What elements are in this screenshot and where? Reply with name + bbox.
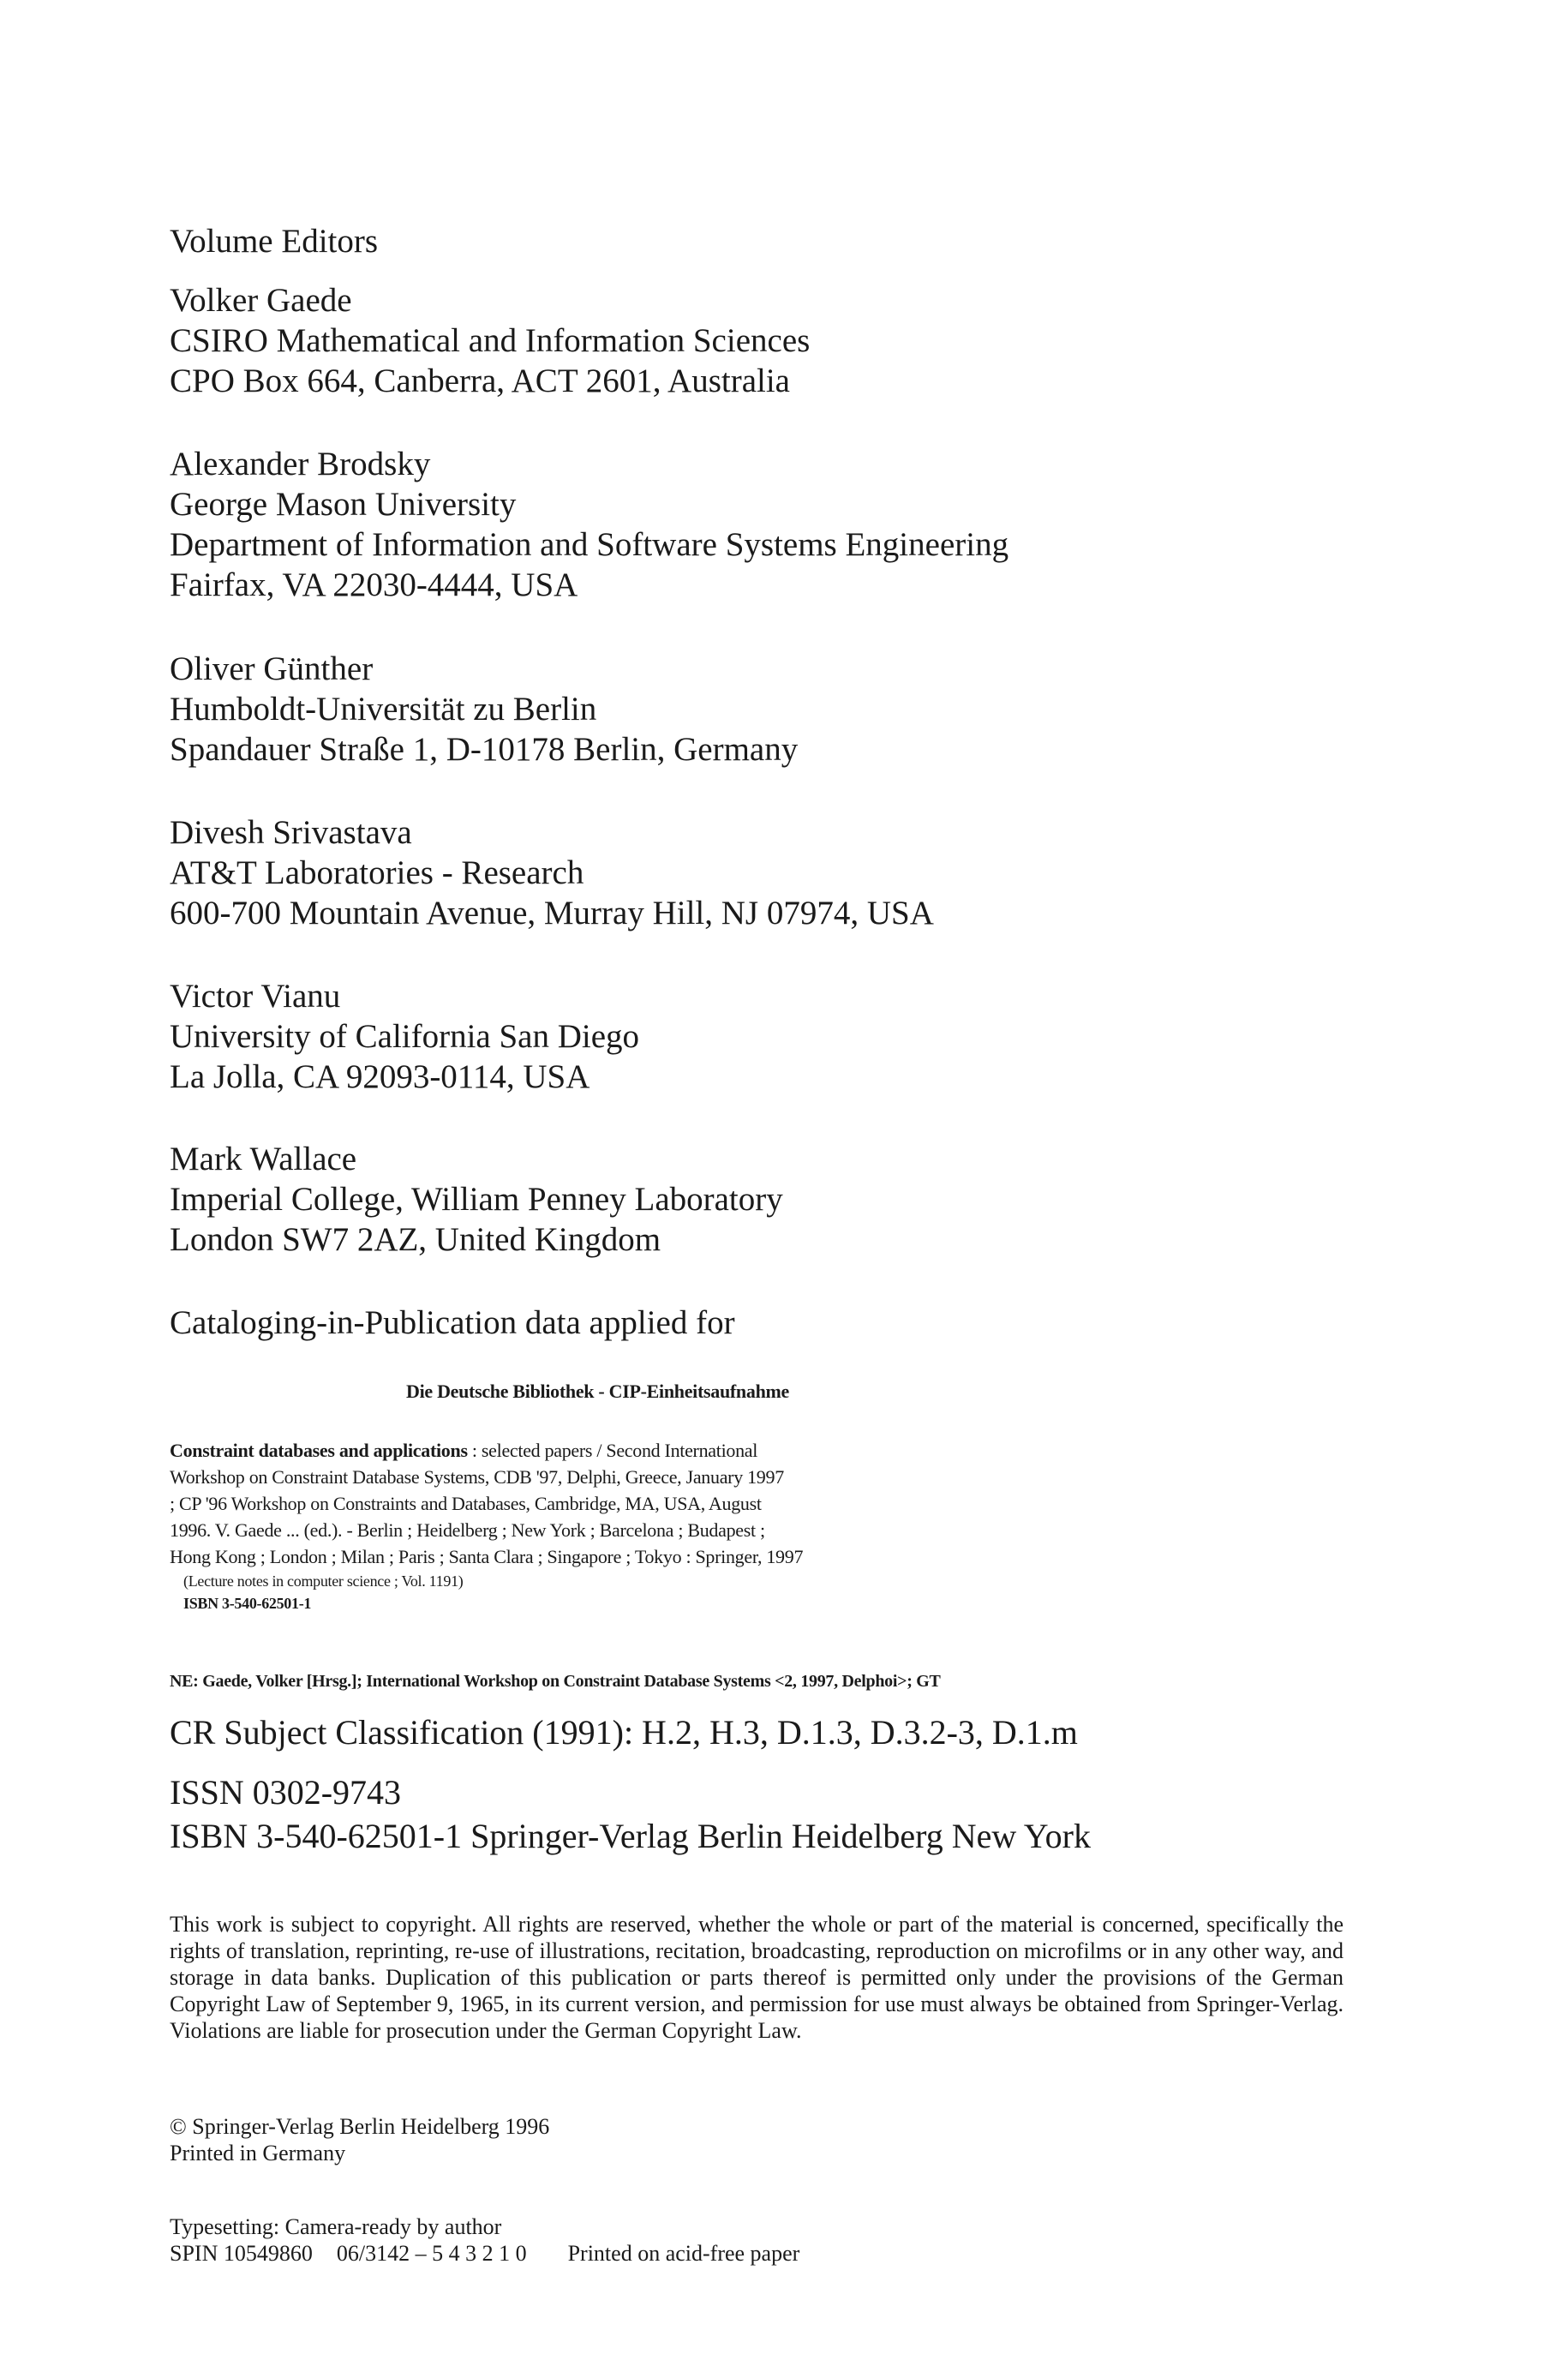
editor-address: CPO Box 664, Canberra, ACT 2601, Australia — [170, 362, 790, 399]
cip-record-line: Hong Kong ; London ; Milan ; Paris ; Santa Clara ; Singapore ; Tokyo : Springer, 1997 — [170, 1546, 804, 1567]
editor-address: 600-700 Mountain Avenue, Murray Hill, NJ 07974, USA — [170, 895, 934, 931]
editor-name: Victor Vianu — [170, 978, 341, 1015]
spin-line — [170, 2240, 799, 2267]
editor-name: Volker Gaede — [170, 282, 352, 319]
copyright-holder: © Springer-Verlag Berlin Heidelberg 1996 — [170, 2114, 550, 2139]
editor-block — [170, 444, 1008, 605]
editor-block — [170, 812, 934, 933]
editor-name: Alexander Brodsky — [170, 446, 431, 482]
isbn: ISBN 3-540-62501-1 Springer-Verlag Berlin Heidelberg New York — [170, 1817, 1091, 1855]
copyright-notice: This work is subject to copyright. All rights are reserved, whether the whole or part of the material is concerned, specifically the rights of translation, reprinting, re-use of illustrations, recitation, broadcasting, reproduction on microfilms or in any other way, and storage in data banks. Duplication of this publication or parts thereof is permitted only under the provisions of the German Copyright Law of September 9, 1965, in its current version, and permission for use must always be obtained from Springer-Verlag. Violations are liable for prosecution under the German Copyright Law. — [170, 1912, 1344, 2043]
cip-ne-line: NE: Gaede, Volker [Hrsg.]; International Workshop on Constraint Database Systems <2, 1997, Delphoi>; GT — [170, 1672, 941, 1691]
spin-number: SPIN 10549860 — [170, 2241, 313, 2266]
editor-block — [170, 1139, 783, 1260]
editor-address: London SW7 2AZ, United Kingdom — [170, 1221, 661, 1258]
editor-block — [170, 280, 810, 401]
cip-record-line: Workshop on Constraint Database Systems, CDB '97, Delphi, Greece, January 1997 — [170, 1466, 784, 1488]
editor-block — [170, 649, 798, 770]
cip-record-subtitle: : selected papers / Second International — [471, 1440, 758, 1461]
editor-affiliation: Imperial College, William Penney Laboratory — [170, 1181, 783, 1218]
editor-name: Divesh Srivastava — [170, 814, 412, 851]
editor-affiliation: George Mason University — [170, 486, 517, 523]
cip-title: Die Deutsche Bibliothek - CIP-Einheitsaufnahme — [406, 1381, 789, 1402]
editor-department: Department of Information and Software Systems Engineering — [170, 526, 1009, 563]
editor-affiliation: CSIRO Mathematical and Information Sciences — [170, 322, 811, 359]
editor-name: Mark Wallace — [170, 1141, 357, 1177]
editor-block — [170, 976, 639, 1097]
cip-isbn: ISBN 3-540-62501-1 — [183, 1595, 312, 1612]
volume-editors-heading: Volume Editors — [170, 223, 379, 260]
editor-address: Spandauer Straße 1, D-10178 Berlin, Germany — [170, 731, 799, 768]
acid-free-note: Printed on acid-free paper — [567, 2241, 800, 2266]
editor-affiliation: University of California San Diego — [170, 1018, 640, 1055]
cip-record-line — [170, 1437, 803, 1464]
print-code: 06/3142 – 5 4 3 2 1 0 — [336, 2241, 527, 2266]
cip-record — [170, 1437, 803, 1614]
cip-series: (Lecture notes in computer science ; Vol. 1191) — [183, 1572, 464, 1590]
issn: ISSN 0302-9743 — [170, 1773, 402, 1812]
editor-affiliation: AT&T Laboratories - Research — [170, 854, 584, 891]
cip-record-line: 1996. V. Gaede ... (ed.). - Berlin ; Heidelberg ; New York ; Barcelona ; Budapest ; — [170, 1519, 765, 1541]
editor-affiliation: Humboldt-Universität zu Berlin — [170, 691, 597, 728]
cip-record-title: Constraint databases and applications — [170, 1440, 468, 1461]
editor-address: La Jolla, CA 92093-0114, USA — [170, 1058, 590, 1095]
typesetting-block — [170, 2213, 799, 2267]
cr-subject-classification: CR Subject Classification (1991): H.2, H.3, D.1.3, D.3.2-3, D.1.m — [170, 1713, 1078, 1752]
editor-address: Fairfax, VA 22030-4444, USA — [170, 566, 578, 603]
editor-name: Oliver Günther — [170, 650, 374, 687]
issn-isbn-block — [170, 1770, 1091, 1858]
typesetting-note: Typesetting: Camera-ready by author — [170, 2214, 502, 2239]
copyright-holder-block — [170, 2113, 549, 2166]
cip-applied-note: Cataloging-in-Publication data applied for — [170, 1304, 735, 1341]
printed-in: Printed in Germany — [170, 2141, 346, 2165]
cip-record-line: ; CP '96 Workshop on Constraints and Databases, Cambridge, MA, USA, August — [170, 1493, 762, 1514]
